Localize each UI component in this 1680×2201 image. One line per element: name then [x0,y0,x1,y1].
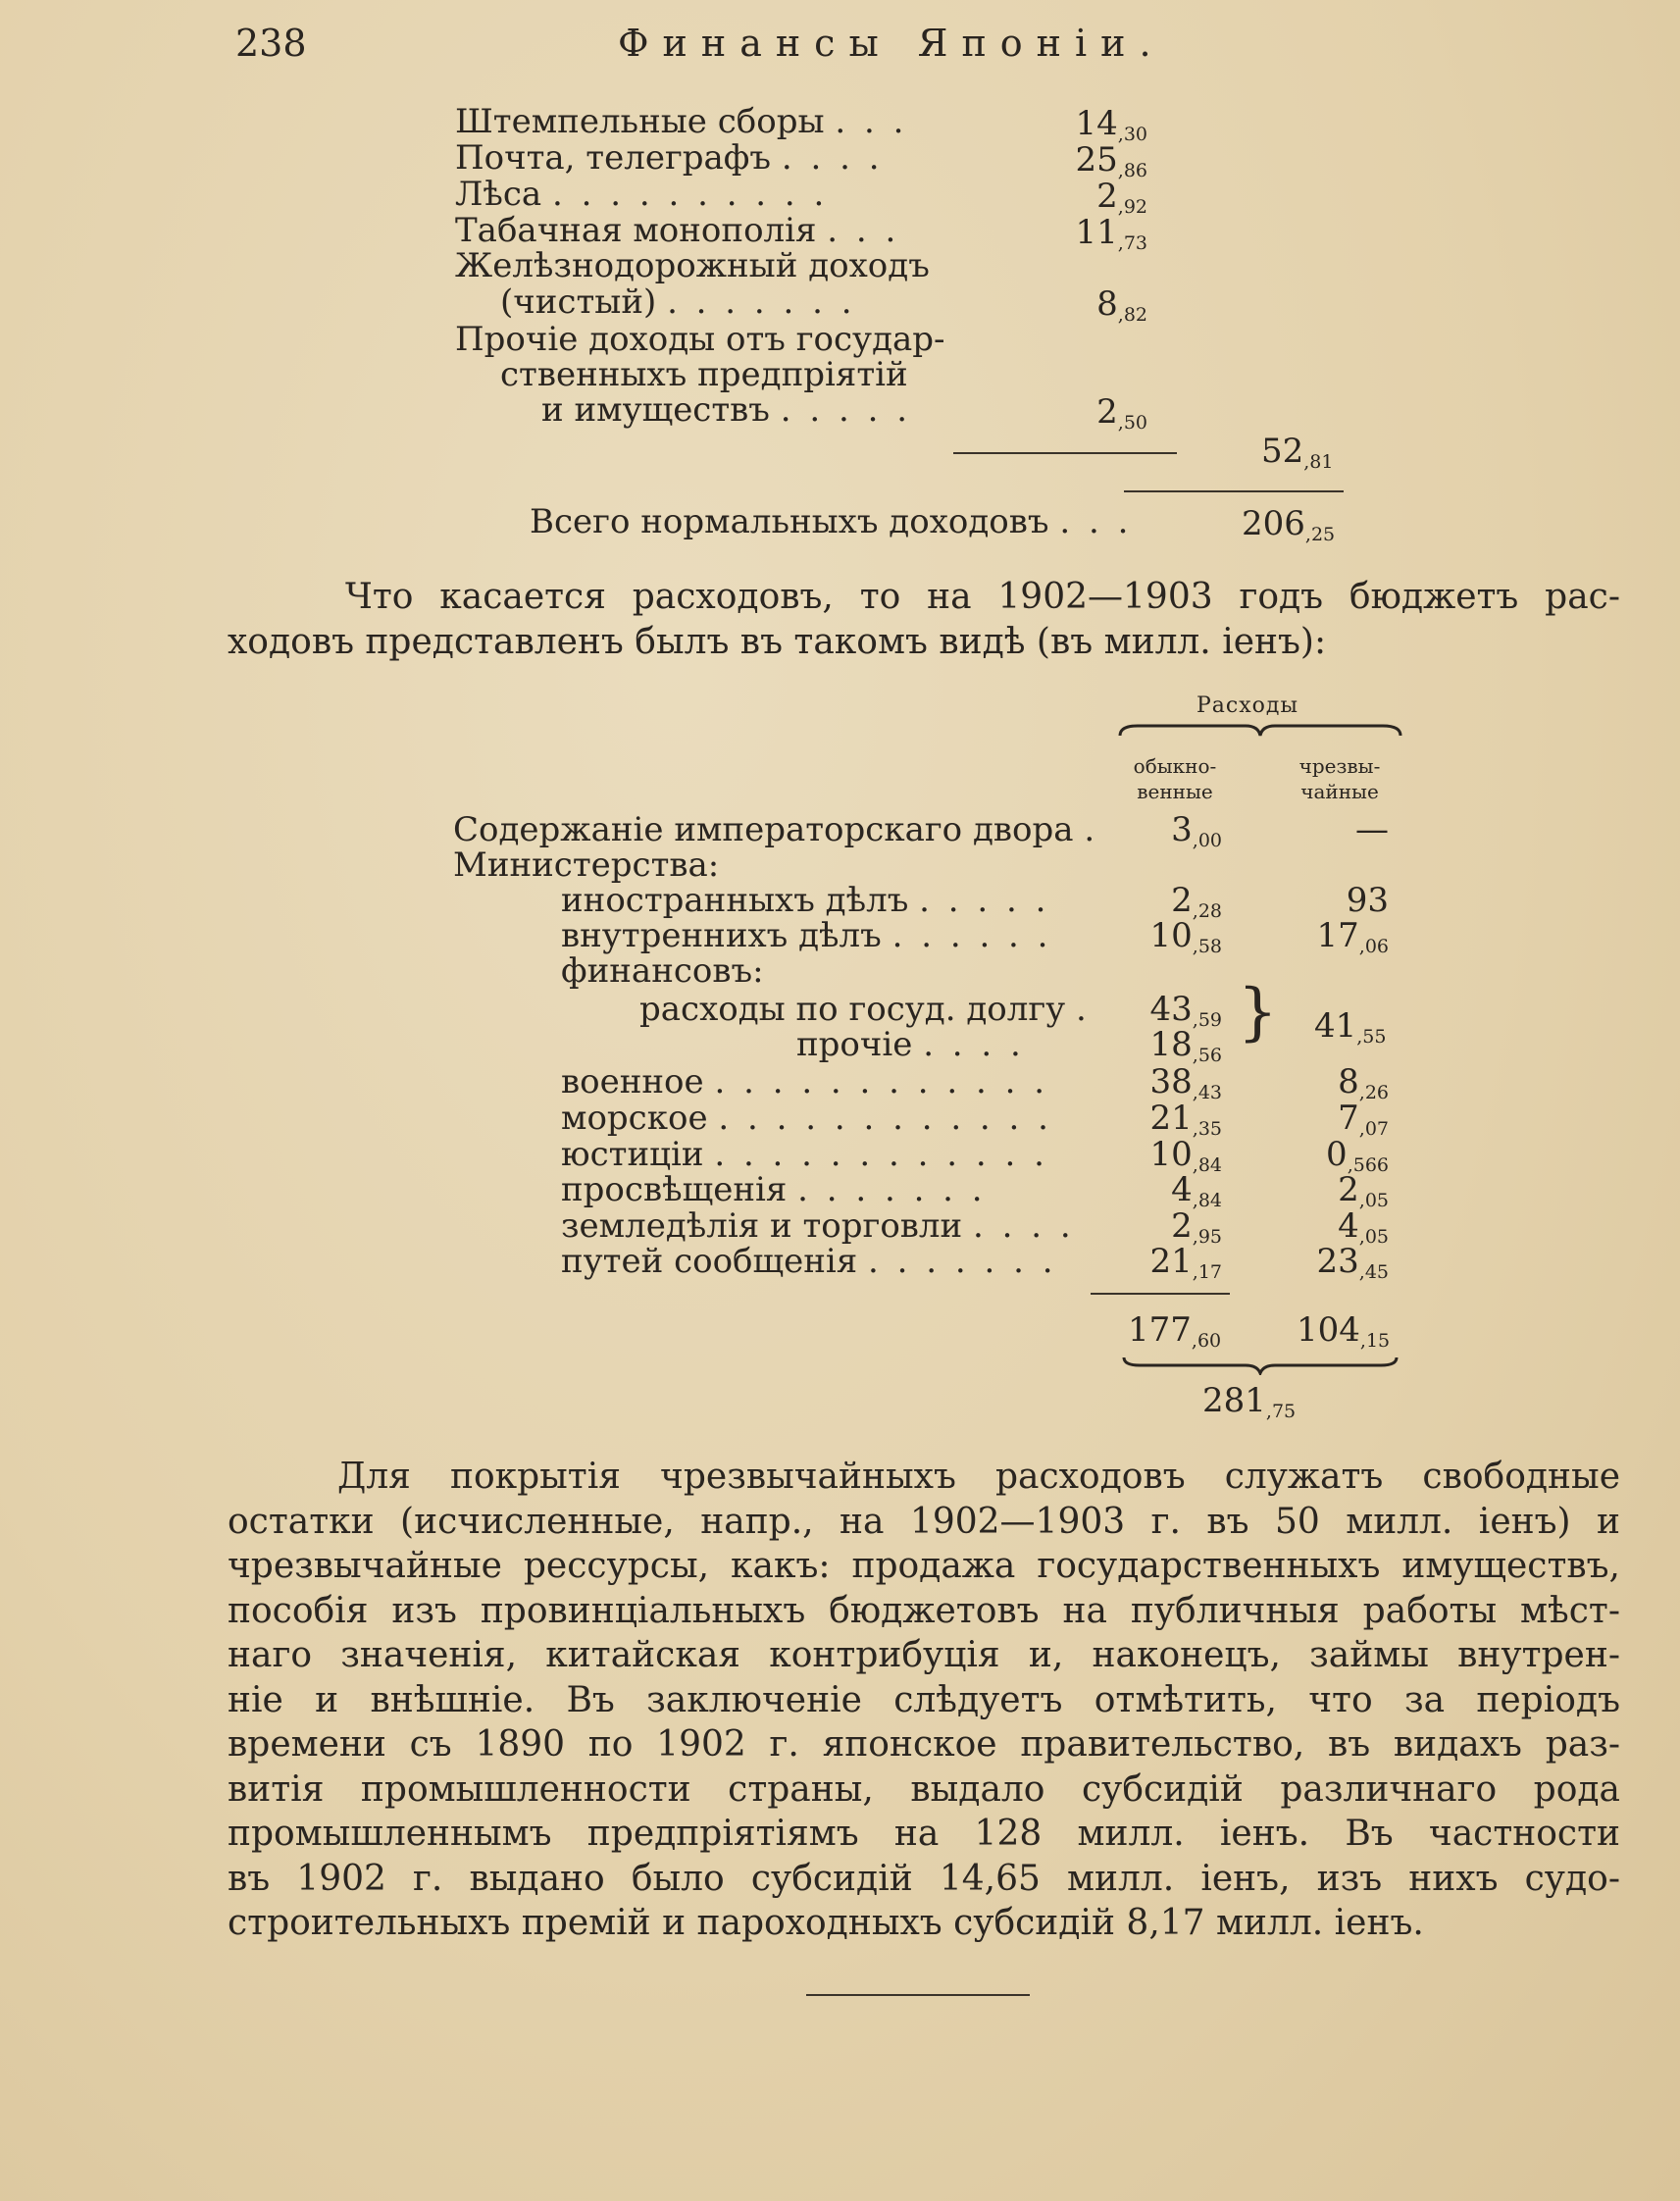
closing-line: времени съ 1890 по 1902 г. японское правительство, въ видахъ раз- [228,1724,1620,1765]
income-subtotal-rule [953,452,1177,454]
page-number: 238 [235,22,307,65]
expense-ordinary-value: $3_{,00}$ [1171,810,1222,851]
expense-extraordinary-value: 93 [1346,881,1389,920]
closing-line: чрезвычайные рессурсы, какъ: продажа государственныхъ имуществъ, [228,1546,1620,1586]
expense-ordinary-value: $43_{,59}$ [1149,990,1222,1031]
expense-extraordinary-value: $23_{,45}$ [1316,1242,1389,1283]
col2-header: чрезвы- чайные [1298,754,1381,803]
expense-row-label: Министерства: [453,845,720,885]
header-brace [1118,722,1402,742]
col1-header: обыкно- венные [1133,754,1217,803]
finance-brace: } [1238,976,1278,1049]
expense-ordinary-value: $4_{,84}$ [1171,1170,1222,1211]
income-item-value: $2_{,50}$ [1096,392,1147,434]
expense-ordinary-value: $18_{,56}$ [1149,1025,1222,1066]
intro-line-2: ходовъ представленъ былъ въ такомъ видѣ (въ милл. іенъ): [228,621,1327,662]
expense-extraordinary-value: — [1355,810,1389,849]
income-subtotal: $52_{,81}$ [1261,432,1334,473]
total-brace [1122,1356,1399,1375]
expense-row-label: внутреннихъ дѣлъ . . . . . . [561,916,1052,955]
income-total-value: $206_{,25}$ [1242,504,1336,545]
income-item-value: $14_{,30}$ [1075,104,1147,145]
income-item-value: $11_{,73}$ [1075,213,1147,254]
income-item-value: $2_{,92}$ [1096,177,1147,218]
income-item-value: $25_{,86}$ [1075,140,1147,181]
closing-line: строительныхъ премій и пароходныхъ субсидій 8,17 милл. іенъ. [228,1903,1424,1943]
table-group-header: Расходы [1196,693,1298,718]
closing-line: остатки (исчисленные, напр., на 1902—1903 г. въ 50 милл. іенъ) и [228,1501,1620,1542]
closing-line: пособія изъ провинціальныхъ бюджетовъ на публичныя работы мѣст- [228,1590,1620,1631]
intro-line-1: Что касается расходовъ, то на 1902—1903 годъ бюджетъ рас- [345,577,1620,617]
closing-line: въ 1902 г. выдано было субсидій 14,65 милл. іенъ, изъ нихъ судо- [228,1858,1620,1899]
expense-row-label: путей сообщенія . . . . . . . [561,1242,1057,1281]
expense-extraordinary-value: $8_{,26}$ [1338,1062,1389,1103]
closing-line: промышленнымъ предпріятіямъ на 128 милл. іенъ. Въ частности [228,1814,1620,1854]
expense-row-label: земледѣлія и торговли . . . . [561,1206,1075,1246]
expense-row-label: иностранныхъ дѣлъ . . . . . [561,881,1050,920]
total-ordinary: $177_{,60}$ [1128,1310,1222,1352]
expense-row-label: расходы по госуд. долгу . [639,990,1091,1029]
closing-line: ніе и внѣшніе. Въ заключеніе слѣдуетъ отмѣтить, что за періодъ [228,1679,1620,1720]
running-title: Финансы Японіи. [618,22,1165,65]
end-rule [806,1994,1030,1996]
expense-row-label: просвѣщенія . . . . . . . [561,1170,987,1209]
income-item-value: $8_{,82}$ [1096,284,1147,326]
income-total-rule [1124,490,1344,492]
income-total-label: Всего нормальныхъ доходовъ . . . [530,502,1133,541]
expense-extraordinary-value: $0_{,566}$ [1326,1135,1389,1176]
expense-extraordinary-value: $4_{,05}$ [1338,1206,1389,1248]
income-item-label: и имуществъ . . . . . [541,390,912,430]
finance-extra-value: $41_{,55}$ [1314,1006,1387,1048]
income-item-label: Желѣзнодорожный доходъ [455,246,930,285]
closing-line: витія промышленности страны, выдало субсидій различнаго рода [228,1768,1620,1810]
total-extraordinary: $104_{,15}$ [1297,1310,1391,1352]
expense-row-label: финансовъ: [561,951,764,991]
income-item-label: Штемпельные сборы . . . [455,102,908,141]
income-item-label: Прочіе доходы отъ государ- [455,320,945,359]
expense-ordinary-value: $2_{,28}$ [1171,881,1222,922]
expense-row-label: прочіе . . . . [796,1025,1025,1064]
closing-paragraph [228,1455,1620,1946]
income-item-label: ственныхъ предпріятій [500,355,908,394]
closing-line: наго значенія, китайская контрибуція и, наконецъ, займы внутрен- [228,1635,1620,1675]
total-rule [1091,1293,1230,1295]
expense-extraordinary-value: $2_{,05}$ [1338,1170,1389,1211]
expense-row-label: морское . . . . . . . . . . . . [561,1099,1052,1138]
intro-paragraph [228,575,1620,664]
expense-ordinary-value: $21_{,35}$ [1149,1099,1222,1140]
expense-row-label: Содержаніе императорскаго двора . [453,810,1099,849]
expense-ordinary-value: $10_{,58}$ [1149,916,1222,957]
expense-ordinary-value: $2_{,95}$ [1171,1206,1222,1248]
income-item-label: (чистый) . . . . . . . [500,282,856,322]
expense-ordinary-value: $21_{,17}$ [1149,1242,1222,1283]
income-item-label: Табачная монополія . . . [455,211,900,250]
expense-ordinary-value: $38_{,43}$ [1149,1062,1222,1103]
expense-ordinary-value: $10_{,84}$ [1149,1135,1222,1176]
closing-line: Для покрытія чрезвычайныхъ расходовъ служатъ свободные [337,1457,1620,1497]
expense-row-label: юстиціи . . . . . . . . . . . . [561,1135,1048,1174]
expense-row-label: военное . . . . . . . . . . . . [561,1062,1049,1101]
grand-total: $281_{,75}$ [1202,1381,1297,1422]
income-item-label: Лѣса . . . . . . . . . . [455,175,829,214]
expense-extraordinary-value: $7_{,07}$ [1338,1099,1389,1140]
expense-extraordinary-value: $17_{,06}$ [1316,916,1389,957]
income-item-label: Почта, телеграфъ . . . . [455,138,884,178]
